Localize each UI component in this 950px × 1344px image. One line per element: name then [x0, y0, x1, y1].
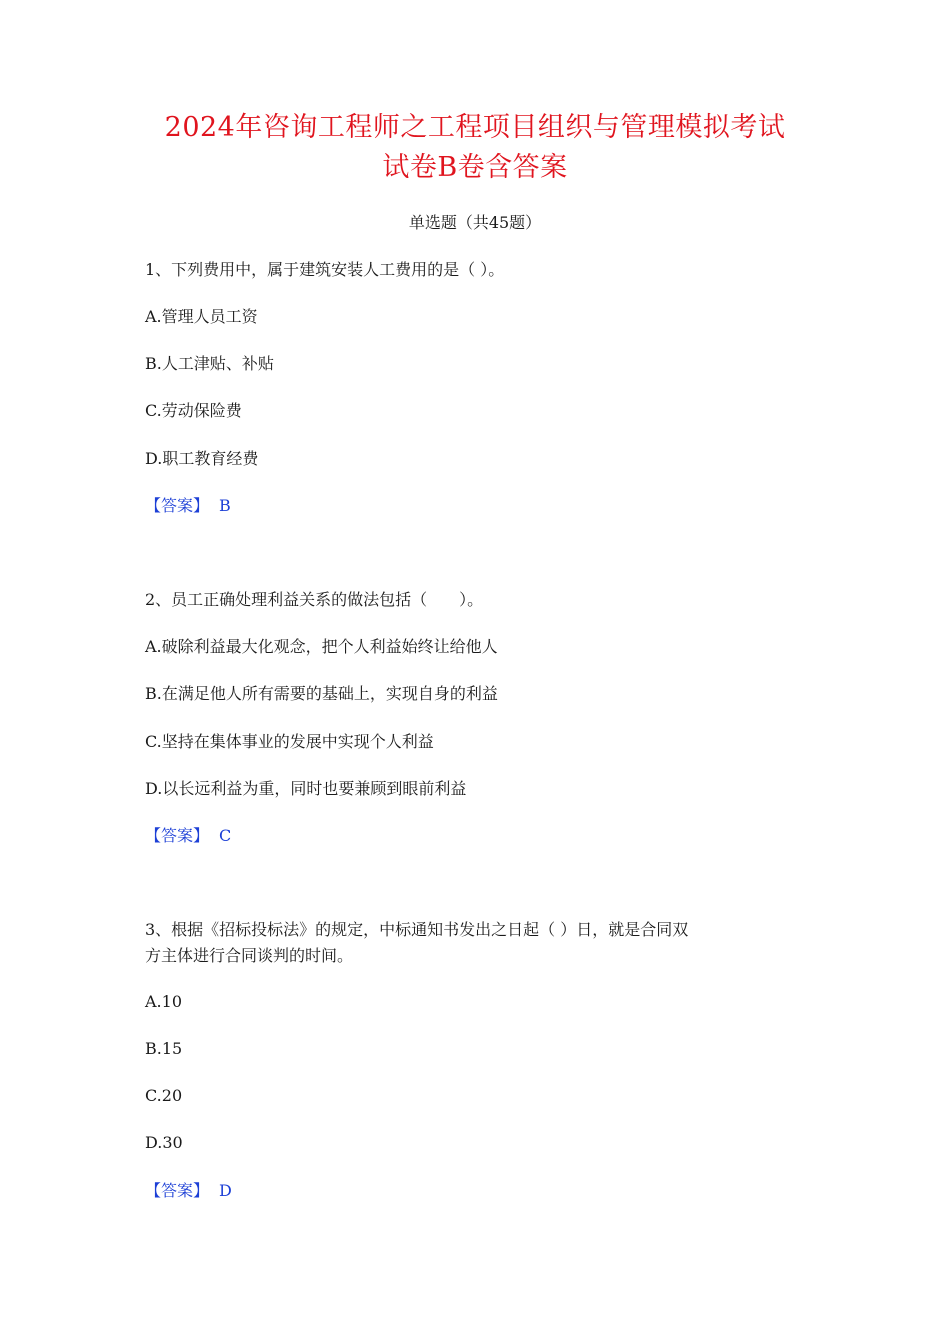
question-1-option-d: D.职工教育经费 — [145, 449, 259, 468]
question-3-option-d: D.30 — [145, 1133, 183, 1152]
question-3-stem-line-2: 方主体进行合同谈判的时间。 — [145, 946, 354, 965]
answer-label: 【答案】 — [145, 496, 210, 515]
question-3-stem — [145, 917, 805, 969]
question-2-answer — [145, 823, 231, 849]
question-3-stem-line-1: 3、根据《招标投标法》的规定，中标通知书发出之日起（ ）日，就是合同双 — [145, 920, 689, 939]
answer-value: D — [219, 1181, 232, 1200]
question-2-option-a: A.破除利益最大化观念，把个人利益始终让给他人 — [145, 637, 498, 656]
question-1-stem: 1、下列费用中，属于建筑安装人工费用的是（ ）。 — [145, 260, 505, 279]
question-2-stem: 2、员工正确处理利益关系的做法包括（ ）。 — [145, 590, 484, 609]
answer-value: C — [219, 826, 232, 845]
document-title — [0, 108, 950, 188]
question-3-answer — [145, 1178, 232, 1204]
question-3-option-a: A.10 — [145, 992, 182, 1011]
section-heading: 单选题（共45题） — [408, 213, 542, 232]
question-1-option-a: A.管理人员工资 — [145, 307, 258, 326]
title-line-1: 2024年咨询工程师之工程项目组织与管理模拟考试 — [164, 112, 786, 143]
question-2-option-d: D.以长远利益为重，同时也要兼顾到眼前利益 — [145, 779, 467, 798]
question-2-option-c: C.坚持在集体事业的发展中实现个人利益 — [145, 732, 434, 751]
question-1-option-c: C.劳动保险费 — [145, 401, 242, 420]
question-3-option-c: C.20 — [145, 1086, 183, 1105]
answer-label: 【答案】 — [145, 1181, 210, 1200]
title-line-2: 试卷B卷含答案 — [382, 152, 568, 183]
question-1-option-b: B.人工津贴、补贴 — [145, 354, 274, 373]
question-2-option-b: B.在满足他人所有需要的基础上，实现自身的利益 — [145, 684, 498, 703]
question-3-option-b: B.15 — [145, 1039, 183, 1058]
question-1-answer — [145, 493, 231, 519]
answer-label: 【答案】 — [145, 826, 210, 845]
answer-value: B — [219, 496, 231, 515]
